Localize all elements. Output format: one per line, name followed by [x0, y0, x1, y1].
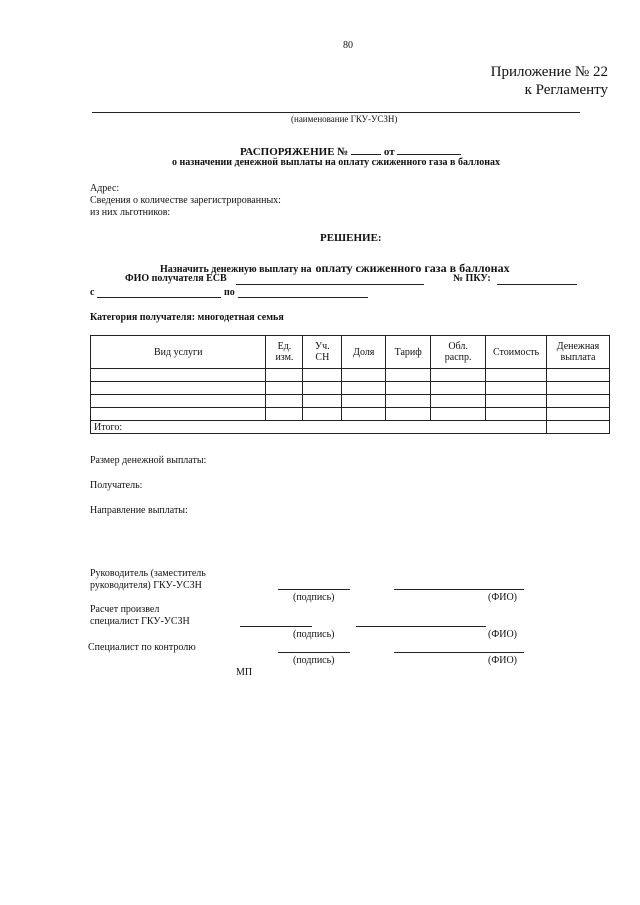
table-row: [91, 369, 610, 382]
period-to-line: [238, 297, 368, 298]
decision-assign-prefix: Назначить денежную выплату на: [160, 264, 312, 275]
header-obl: Обл. распр.: [431, 336, 486, 369]
payment-direction-label: Направление выплаты:: [90, 505, 188, 516]
head-fio-caption: (ФИО): [488, 592, 518, 603]
signature-control-label: Специалист по контролю: [88, 642, 196, 653]
appendix-line1: Приложение № 22: [490, 64, 608, 80]
stamp-label: МП: [236, 667, 253, 678]
calc-label-line2: специалист ГКУ-УСЗН: [90, 616, 190, 627]
signature-calc-label: [90, 604, 190, 628]
header-service: Вид услуги: [91, 336, 266, 369]
pku-line: [497, 284, 577, 285]
registered-label: Сведения о количестве зарегистрированных:: [90, 195, 281, 206]
table-row: [91, 382, 610, 395]
control-fio-caption: (ФИО): [488, 655, 518, 666]
head-signature-line: [278, 589, 350, 590]
beneficiaries-label: из них льготников:: [90, 207, 171, 218]
calc-label-line1: Расчет произвел: [90, 604, 160, 615]
total-label: Итого:: [91, 421, 547, 434]
table-header-row: [91, 336, 610, 369]
head-label-line2: руководителя) ГКУ-УСЗН: [90, 580, 202, 591]
organization-caption: (наименование ГКУ-УСЗН): [291, 114, 398, 124]
organization-name-line: [92, 112, 580, 113]
header-sn: Уч. СН: [303, 336, 342, 369]
period-from-line: [97, 297, 221, 298]
order-subtitle: о назначении денежной выплаты на оплату сжиженного газа в баллонах: [172, 157, 501, 168]
pku-label: № ПКУ:: [453, 273, 491, 284]
payment-recipient-label: Получатель:: [90, 480, 143, 491]
decision-assign-suffix: оплату сжиженного газа в баллонах: [315, 261, 510, 275]
info-block: [90, 183, 281, 219]
control-fio-line: [394, 652, 524, 653]
head-fio-line: [394, 589, 524, 590]
signature-head-label: [90, 568, 206, 592]
appendix-line2: к Регламенту: [524, 82, 608, 98]
table-row: [91, 408, 610, 421]
header-payment: Денежная выплата: [547, 336, 610, 369]
appendix-header: [491, 64, 608, 99]
head-label-line1: Руководитель (заместитель: [90, 568, 206, 579]
table-row: [91, 395, 610, 408]
control-signature-line: [278, 652, 350, 653]
payment-amount-label: Размер денежной выплаты:: [90, 455, 207, 466]
order-date-blank: [397, 145, 461, 155]
head-signature-caption: (подпись): [293, 592, 335, 603]
recipient-category: Категория получателя: многодетная семья: [90, 312, 284, 323]
header-cost: Стоимость: [486, 336, 547, 369]
decision-heading: РЕШЕНИЕ:: [320, 232, 382, 244]
order-number-blank: [351, 145, 381, 155]
order-title-prefix: РАСПОРЯЖЕНИЕ №: [240, 146, 349, 158]
recipient-label: ФИО получателя ЕСВ: [125, 273, 227, 284]
period-to-label: по: [224, 287, 235, 298]
header-share: Доля: [342, 336, 386, 369]
total-value: [547, 421, 610, 434]
header-tariff: Тариф: [386, 336, 431, 369]
recipient-line: [236, 284, 424, 285]
page-number: 80: [343, 40, 353, 51]
calc-signature-caption: (подпись): [293, 629, 335, 640]
control-signature-caption: (подпись): [293, 655, 335, 666]
address-label: Адрес:: [90, 183, 120, 194]
header-unit: Ед. изм.: [266, 336, 303, 369]
order-title-from: от: [383, 146, 395, 158]
calc-fio-line: [356, 626, 486, 627]
calc-signature-line: [240, 626, 312, 627]
services-table: [90, 335, 610, 434]
period-from-label: с: [90, 287, 95, 298]
calc-fio-caption: (ФИО): [488, 629, 518, 640]
table-total-row: [91, 421, 610, 434]
